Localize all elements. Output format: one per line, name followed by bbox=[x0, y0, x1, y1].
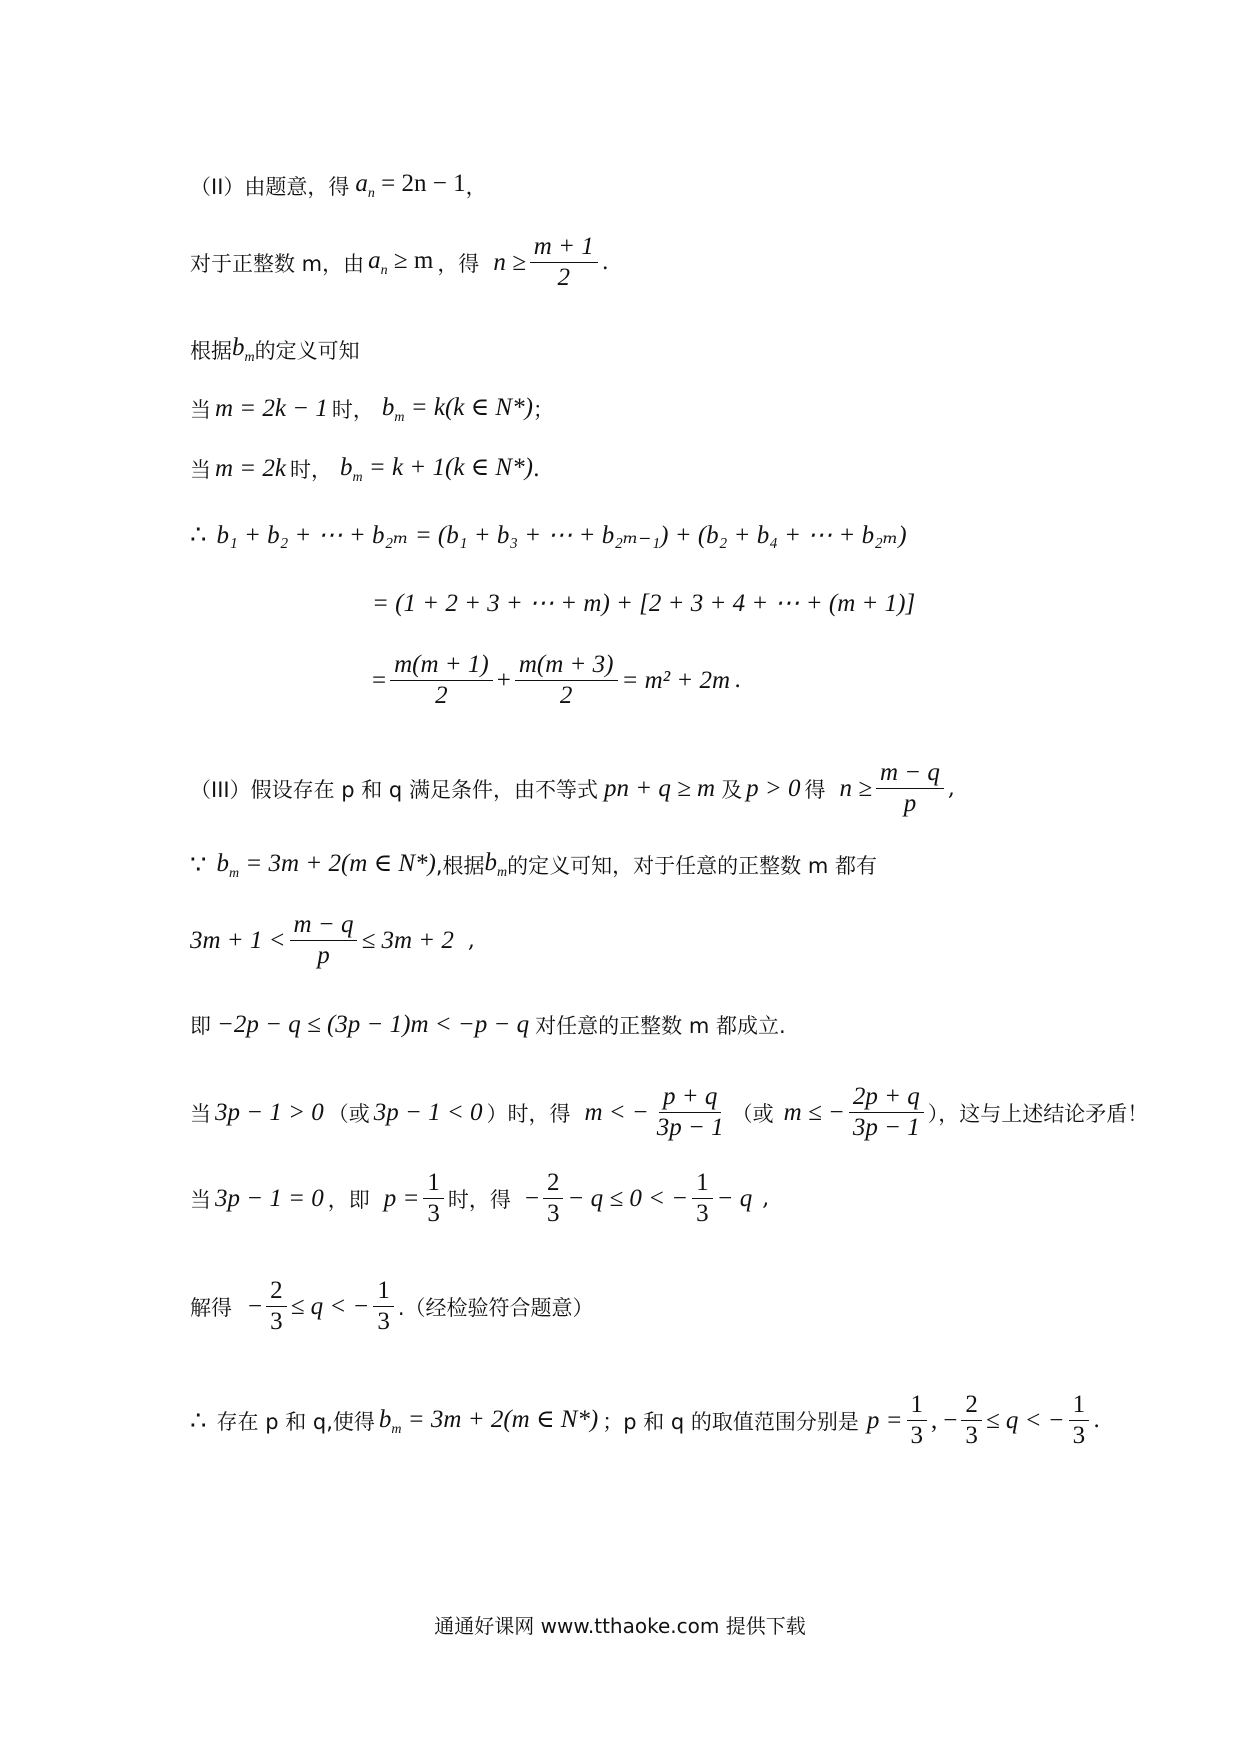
therefore-icon-2: ∴ bbox=[190, 1405, 207, 1436]
part3-intro-line: （III）假设存在 p 和 q 满足条件，由不等式 pn + q ≥ m 及 p > 0 得 n ≥ $\frac{m - q}{p}$ , bbox=[190, 759, 955, 817]
an-ge-m: $a_n \ge m$ bbox=[368, 246, 434, 278]
case-even-line: 当 m = 2k 时， $b_m = k + 1(k$ ∈ N*) . bbox=[190, 454, 540, 485]
case-odd-line: 当 m = 2k − 1 时， $b_m = k(k$ ∈ N*) ； bbox=[190, 394, 554, 425]
fraction-m-minus-q-over-p: $\frac{m - q}{p}$ bbox=[876, 758, 944, 819]
solve-line: 解得 − $\frac{2}{3}$ ≤ q < − $\frac{1}{3}$ .（经检验符合题意） bbox=[190, 1277, 594, 1335]
an-formula: $a_n = 2n - 1$ bbox=[355, 170, 466, 201]
namely-line: 即 −2p − q ≤ (3p − 1)m < −p − q 对任意的正整数 m 都成立. bbox=[190, 1011, 786, 1038]
fraction-one-third-5: $\frac{1}{3}$ bbox=[1069, 1390, 1090, 1451]
bound-inequality-line: 3m + 1 < $\frac{m - q}{p}$ ≤ 3m + 2 , bbox=[190, 911, 475, 969]
equal-case-line: 当 3p − 1 = 0 ，即 p = $\frac{1}{3}$ 时，得 − $\frac{2}{3}$ − q ≤ 0 < − $\frac{1}{3}$ − q , bbox=[190, 1169, 770, 1227]
fraction-p-plus-q: $\frac{p + q}{3p - 1}$ bbox=[656, 1083, 724, 1141]
sum-line-1: ∴ b₁ + b₂ + ⋯ + b₂ₘ = (b₁ + b₃ + ⋯ + b₂ₘ₋₁) + (b₂ + b₄ + ⋯ + b₂ₘ) bbox=[190, 520, 907, 550]
fraction-m-plus-1-over-2: $\frac{m + 1}{2}$ bbox=[530, 232, 598, 293]
contradiction-line: 当 3p − 1 > 0 （或 3p − 1 < 0 ）时，得 m < − $\frac{p + q}{3p - 1}$ （或 m ≤ − $\frac{2p + q}{3p - 1}$ ），这与上述结论矛盾！ bbox=[190, 1083, 1149, 1141]
part2-intro-line: （II）由题意，得 $a_n = 2n - 1$ ， bbox=[190, 170, 487, 201]
fraction-two-thirds-3: $\frac{2}{3}$ bbox=[961, 1390, 982, 1451]
bm-definition-line: 根据 $b_m$ 的定义可知 bbox=[190, 334, 360, 365]
sum-line-3: = $\frac{m(m + 1)}{2}$ + $\frac{m(m + 3)}{2}$ = m² + 2m . bbox=[372, 651, 742, 709]
therefore-icon: ∴ bbox=[190, 520, 207, 550]
n-bound-line: 对于正整数 m，由 $a_n \ge m$ ，得 n ≥ $\frac{m + 1}{2}$ . bbox=[190, 233, 609, 291]
fraction-one-third-4: $\frac{1}{3}$ bbox=[907, 1390, 928, 1451]
fraction-m-m-plus-1: $\frac{m(m + 1)}{2}$ bbox=[390, 650, 493, 711]
fraction-m-m-plus-3: $\frac{m(m + 3)}{2}$ bbox=[515, 650, 618, 711]
fraction-m-minus-q-over-p-2: $\frac{m - q}{p}$ bbox=[290, 910, 358, 971]
sum-line-2: = (1 + 2 + 3 + ⋯ + m) + [2 + 3 + 4 + ⋯ + (m + 1)] bbox=[372, 590, 916, 617]
fraction-two-thirds: $\frac{2}{3}$ bbox=[543, 1168, 564, 1229]
fraction-two-thirds-2: $\frac{2}{3}$ bbox=[266, 1276, 287, 1337]
fraction-one-third-3: $\frac{1}{3}$ bbox=[373, 1276, 394, 1337]
because-icon: ∵ bbox=[190, 850, 207, 880]
part2-label: （II）由题意，得 bbox=[190, 175, 350, 199]
fraction-one-third: $\frac{1}{3}$ bbox=[423, 1168, 444, 1229]
conclusion-line: ∴ 存在 p 和 q,使得 $b_m = 3m + 2(m$ ∈ N*) ；p 和 q 的取值范围分别是 p = $\frac{1}{3}$ , − $\frac{2}{3}$ ≤ q < − $\frac{1}{3}$ . bbox=[190, 1391, 1101, 1449]
fraction-one-third-2: $\frac{1}{3}$ bbox=[692, 1168, 713, 1229]
footer-credit: 通通好课网 www.tthaoke.com 提供下载 bbox=[434, 1614, 806, 1638]
fraction-2p-plus-q: $\frac{2p + q}{3p - 1}$ bbox=[849, 1082, 924, 1143]
because-bm-line: ∵ $b_m = 3m + 2(m$ ∈ N*) ,根据 $b_m$ 的定义可知，对于任意的正整数 m 都有 bbox=[190, 849, 877, 881]
